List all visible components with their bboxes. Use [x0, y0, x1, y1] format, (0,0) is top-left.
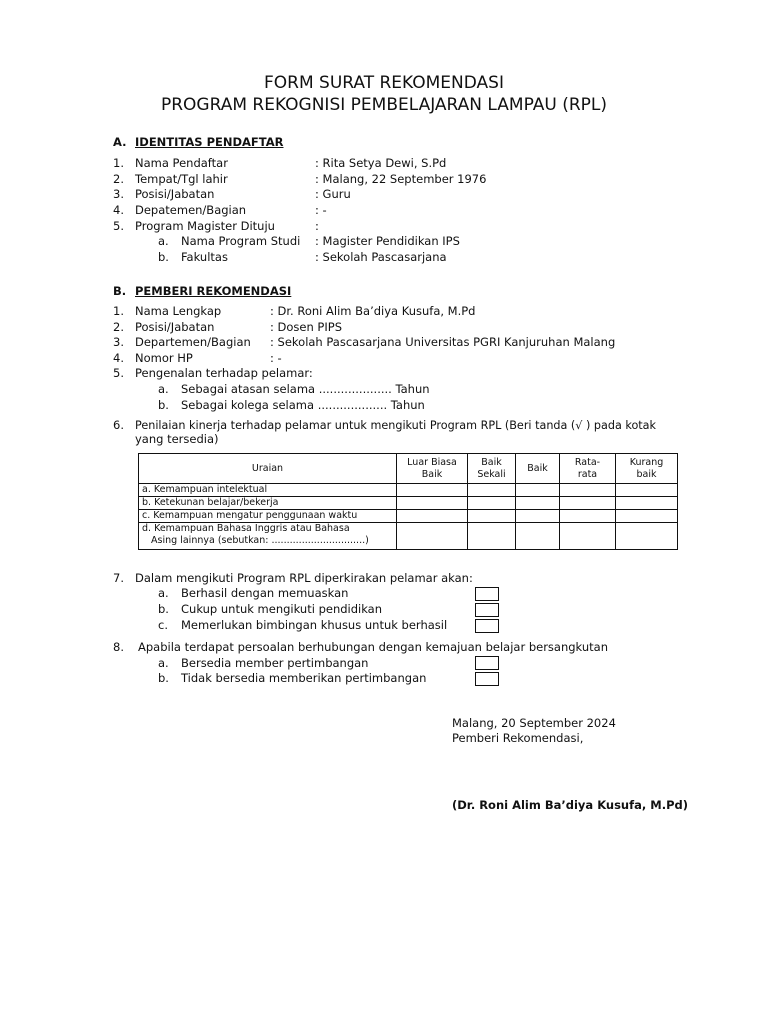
b-row-5-num: 5. [113, 366, 124, 380]
rating-cell[interactable] [560, 484, 616, 497]
row-d-line1: d. Kemampuan Bahasa Inggris atau Bahasa [142, 523, 350, 534]
rating-cell[interactable] [516, 484, 560, 497]
rating-cell[interactable] [397, 523, 468, 550]
a-sub-a-value: : Magister Pendidikan IPS [315, 234, 460, 248]
rating-cell[interactable] [616, 497, 678, 510]
signature-name: (Dr. Roni Alim Ba’diya Kusufa, M.Pd) [452, 798, 688, 812]
a-sub-a-letter: a. [158, 234, 169, 248]
rating-cell[interactable] [616, 510, 678, 523]
option-7c-letter: c. [158, 618, 168, 632]
option-7c-checkbox[interactable] [475, 619, 499, 633]
option-8a-checkbox[interactable] [475, 656, 499, 670]
b-sub-b-text: Sebagai kolega selama ................... Tahun [181, 398, 425, 412]
a-row-1-value: : Rita Setya Dewi, S.Pd [315, 156, 447, 170]
rating-cell[interactable] [397, 497, 468, 510]
option-7a-text: Berhasil dengan memuaskan [181, 586, 349, 600]
option-8a-letter: a. [158, 656, 169, 670]
table-row [139, 497, 678, 510]
option-8b-letter: b. [158, 671, 169, 685]
a-row-1-label: Nama Pendaftar [135, 156, 228, 170]
b-row-3-num: 3. [113, 335, 124, 349]
section-a-heading: IDENTITAS PENDAFTAR [135, 135, 284, 149]
header-rata-rata: Rata- rata [560, 454, 616, 484]
header-luar-biasa-baik: Luar Biasa Baik [397, 454, 468, 484]
b-row-2-value: : Dosen PIPS [270, 320, 342, 334]
header-kurang-baik: Kurang baik [616, 454, 678, 484]
b-sub-a-text: Sebagai atasan selama .................... Tahun [181, 382, 430, 396]
rating-cell[interactable] [468, 510, 516, 523]
b-row-4-num: 4. [113, 351, 124, 365]
option-7a-letter: a. [158, 586, 169, 600]
a-row-3-value: : Guru [315, 187, 351, 201]
b-row-7-label: Dalam mengikuti Program RPL diperkirakan pelamar akan: [135, 571, 473, 585]
b-row-2-label: Posisi/Jabatan [135, 320, 215, 334]
a-row-4-label: Depatemen/Bagian [135, 203, 247, 217]
b-row-7-num: 7. [113, 571, 124, 585]
row-d-line2: Asing lainnya (sebutkan: ...............................) [142, 535, 369, 546]
b-row-1-value: : Dr. Roni Alim Ba’diya Kusufa, M.Pd [270, 304, 476, 318]
option-7a-checkbox[interactable] [475, 587, 499, 601]
b-row-6-line2: yang tersedia) [135, 432, 219, 446]
b-sub-b-letter: b. [158, 398, 169, 412]
header-uraian: Uraian [139, 454, 397, 484]
rating-cell[interactable] [468, 484, 516, 497]
option-8b-text: Tidak bersedia memberikan pertimbangan [181, 671, 427, 685]
rating-cell[interactable] [468, 497, 516, 510]
rating-cell[interactable] [468, 523, 516, 550]
form-title: FORM SURAT REKOMENDASI [263, 73, 504, 93]
header-baik-sekali: Baik Sekali [468, 454, 516, 484]
option-7c-text: Memerlukan bimbingan khusus untuk berhasil [181, 618, 448, 632]
header-baik: Baik [516, 454, 560, 484]
a-row-3-label: Posisi/Jabatan [135, 187, 215, 201]
section-a-letter: A. [113, 135, 127, 149]
rating-cell[interactable] [560, 523, 616, 550]
b-row-1-num: 1. [113, 304, 124, 318]
table-header-row [139, 454, 678, 484]
a-row-5-label: Program Magister Dituju [135, 219, 275, 233]
b-sub-a-letter: a. [158, 382, 169, 396]
table-row [139, 510, 678, 523]
a-row-4-value: : - [315, 203, 327, 217]
a-sub-b-value: : Sekolah Pascasarjana [315, 250, 447, 264]
a-row-2-label: Tempat/Tgl lahir [135, 172, 228, 186]
rating-cell[interactable] [560, 510, 616, 523]
b-row-8-label: Apabila terdapat persoalan berhubungan dengan kemajuan belajar bersangkutan [138, 640, 609, 654]
rating-cell[interactable] [516, 523, 560, 550]
b-row-6-num: 6. [113, 418, 124, 432]
rating-cell[interactable] [616, 523, 678, 550]
b-row-6-line1: Penilaian kinerja terhadap pelamar untuk mengikuti Program RPL (Beri tanda (√ ) pada kotak [135, 419, 657, 432]
option-8b-checkbox[interactable] [475, 672, 499, 686]
form-subtitle: PROGRAM REKOGNISI PEMBELAJARAN LAMPAU (RPL) [160, 95, 608, 115]
option-7b-text: Cukup untuk mengikuti pendidikan [181, 602, 383, 616]
assessment-table [138, 453, 678, 550]
b-row-8-num: 8. [113, 640, 124, 654]
b-row-4-label: Nomor HP [135, 351, 193, 365]
option-8a-text: Bersedia member pertimbangan [181, 656, 369, 670]
section-b-heading: PEMBERI REKOMENDASI [135, 284, 292, 298]
b-row-5-label: Pengenalan terhadap pelamar: [135, 366, 313, 380]
table-row [139, 523, 678, 550]
rating-cell[interactable] [516, 497, 560, 510]
a-row-1-num: 1. [113, 156, 124, 170]
b-row-4-value: : - [270, 351, 282, 365]
signature-place-date: Malang, 20 September 2024 [452, 716, 616, 730]
row-a-label: a. Kemampuan intelektual [139, 484, 397, 497]
a-row-4-num: 4. [113, 203, 124, 217]
row-c-label: c. Kemampuan mengatur penggunaan waktu [139, 510, 397, 523]
signature-role: Pemberi Rekomendasi, [452, 731, 584, 745]
a-sub-a-label: Nama Program Studi [181, 234, 301, 248]
row-b-label: b. Ketekunan belajar/bekerja [139, 497, 397, 510]
b-row-3-label: Departemen/Bagian [135, 335, 251, 349]
rating-cell[interactable] [397, 484, 468, 497]
option-7b-letter: b. [158, 602, 169, 616]
rating-cell[interactable] [516, 510, 560, 523]
a-row-5-value: : [315, 219, 319, 233]
section-b-letter: B. [113, 284, 127, 298]
b-row-1-label: Nama Lengkap [135, 304, 222, 318]
row-d-label [139, 523, 397, 550]
a-sub-b-letter: b. [158, 250, 169, 264]
a-row-5-num: 5. [113, 219, 124, 233]
option-7b-checkbox[interactable] [475, 603, 499, 617]
a-sub-b-label: Fakultas [181, 250, 228, 264]
rating-cell[interactable] [397, 510, 468, 523]
b-row-3-value: : Sekolah Pascasarjana Universitas PGRI Kanjuruhan Malang [270, 335, 616, 349]
rating-cell[interactable] [616, 484, 678, 497]
a-row-3-num: 3. [113, 187, 124, 201]
b-row-2-num: 2. [113, 320, 124, 334]
a-row-2-value: : Malang, 22 September 1976 [315, 172, 487, 186]
a-row-2-num: 2. [113, 172, 124, 186]
table-row [139, 484, 678, 497]
rating-cell[interactable] [560, 497, 616, 510]
